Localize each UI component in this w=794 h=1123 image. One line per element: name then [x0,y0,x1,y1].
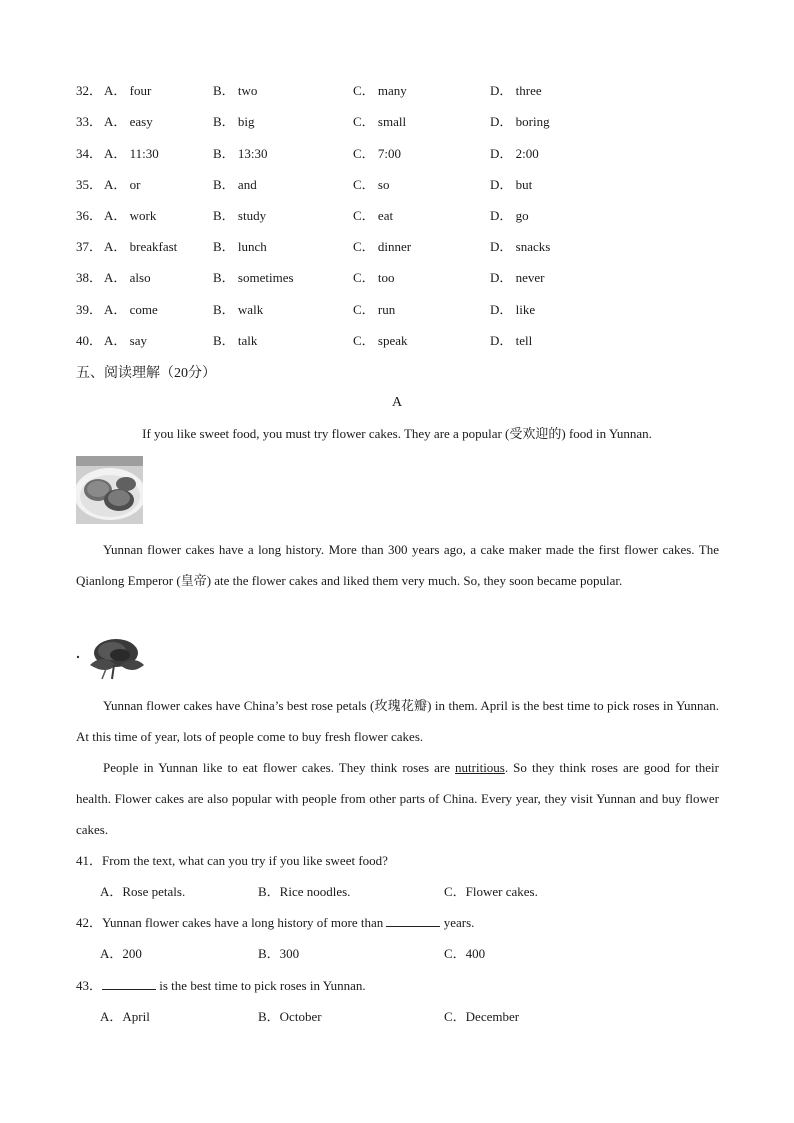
option-c: C．December [444,1009,520,1024]
option-a: A． say [104,333,147,348]
option-d: D． snacks [490,239,551,254]
paragraph-text: People in Yunnan like to eat flower cakes. They think roses are [103,760,456,775]
option-a: A．Rose petals. [100,884,186,899]
option-d: D． go [490,208,529,223]
question-number: 38． [76,270,103,285]
option-a: A． work [104,208,157,223]
question-text: years. [440,915,475,930]
option-a: A． four [104,83,152,98]
option-a: A． come [104,302,158,317]
option-b: B．October [258,1009,322,1024]
option-c: C．400 [444,946,486,961]
option-b: B． lunch [213,239,267,254]
question-number: 40． [76,333,103,348]
option-d: D． never [490,270,545,285]
option-a: A．April [100,1009,150,1024]
question-41-options [100,882,740,902]
option-d: D． like [490,302,536,317]
cloze-row [76,237,736,257]
question-42-options [100,944,740,964]
paragraph-history: Yunnan flower cakes have a long history. More than 300 years ago, a cake maker made the first flower cakes. The Qianlong Emperor (皇帝) ate the flower cakes and liked them very much. So, they soon became popular. [76,542,719,588]
option-c: C． small [353,114,407,129]
cloze-row [76,175,736,195]
question-number: 32． [76,83,103,98]
flower-cake-photo [76,456,143,524]
option-d: D． three [490,83,542,98]
option-c: C． speak [353,333,408,348]
option-d: D． tell [490,333,533,348]
question-text: 43． [76,978,103,993]
cloze-row [76,206,736,226]
answer-blank [102,977,156,990]
option-c: C．Flower cakes. [444,884,538,899]
option-c: C． so [353,177,390,192]
option-a: A．200 [100,946,142,961]
option-c: C． 7:00 [353,146,402,161]
question-43-stem [76,976,736,996]
option-b: B． walk [213,302,264,317]
rose-illustration [76,635,146,681]
question-number: 35． [76,177,103,192]
option-a: A． easy [104,114,153,129]
question-text: 42．Yunnan flower cakes have a long history of more than [76,915,387,930]
option-a: A． breakfast [104,239,178,254]
option-c: C． too [353,270,395,285]
paragraph-health [76,752,719,845]
question-number: 33． [76,114,103,129]
cloze-row [76,81,736,101]
flower-cake-illustration [76,456,143,524]
option-b: B．300 [258,946,300,961]
question-number: 39． [76,302,103,317]
cloze-row [76,112,736,132]
option-c: C． many [353,83,407,98]
option-d: D． but [490,177,533,192]
question-43-options [100,1007,740,1027]
section-title: 五、阅读理解（20分） [76,366,216,381]
option-a: A． or [104,177,141,192]
paragraph-text: . So they think roses are good for their health. Flower cakes are also popular with people from other parts of China. Every year, they visit Yunnan and buy flower cakes. [76,760,719,837]
option-b: B． big [213,114,255,129]
cloze-row [76,300,736,320]
cloze-row [76,144,736,164]
answer-blank [386,914,440,927]
question-number: 36． [76,208,103,223]
option-b: B． and [213,177,257,192]
cloze-row [76,268,736,288]
question-number: 34． [76,146,103,161]
option-b: B．Rice noodles. [258,884,351,899]
question-42-stem [76,913,736,933]
option-c: C． dinner [353,239,412,254]
option-b: B． sometimes [213,270,294,285]
option-c: C． eat [353,208,394,223]
option-b: B． study [213,208,267,223]
option-b: B． talk [213,333,258,348]
paragraph-rose-petals: Yunnan flower cakes have China’s best rose petals (玫瑰花瓣) in them. April is the best time to pick roses in Yunnan. At this time of year, lots of people come to buy fresh flower cakes. [76,698,719,744]
cloze-row [76,331,736,351]
option-b: B． 13:30 [213,146,268,161]
question-41-stem: 41．From the text, what can you try if you like sweet food? [76,853,388,868]
option-b: B． two [213,83,258,98]
passage-label: A [391,395,403,410]
question-text: is the best time to pick roses in Yunnan. [156,978,366,993]
option-c: C． run [353,302,396,317]
option-d: D． boring [490,114,550,129]
option-a: A． 11:30 [104,146,159,161]
rose-photo [76,635,146,681]
passage-intro: If you like sweet food, you must try flower cakes. They are a popular (受欢迎的) food in Yunnan. [142,426,652,441]
underlined-word: nutritious [455,760,505,775]
question-number: 37． [76,239,103,254]
option-a: A． also [104,270,151,285]
option-d: D． 2:00 [490,146,539,161]
